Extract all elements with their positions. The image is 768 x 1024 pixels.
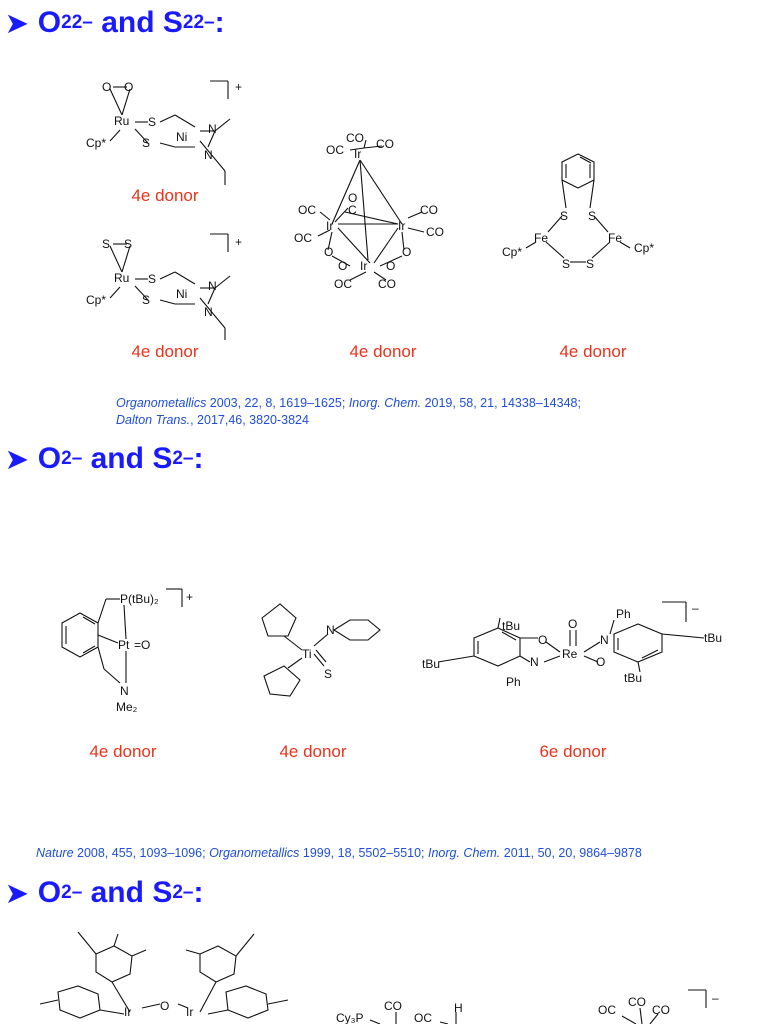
ref-journal: Organometallics [209,846,300,860]
atom-o: O [402,245,412,259]
atom-fe: Fe [534,231,549,245]
cy3p-label: Cy₃P [336,1011,364,1024]
donor-label: 6e donor [539,742,607,761]
oc-ligand: OC [294,231,312,245]
atom-s: S [586,257,595,271]
cp-star-label: Cp* [86,136,107,150]
atom-o: O [338,259,348,273]
atom-o: O [538,633,548,647]
colon: : [193,876,204,909]
arrow-bullet-icon: ➤ [6,877,28,908]
subscript: 2 [182,12,194,33]
superscript: 2– [61,882,83,903]
references-block-1 [116,395,676,429]
charge-plus: + [235,235,243,249]
donor-label: 4e donor [89,742,157,761]
tbu-label: tBu [704,631,723,645]
section-heading-o2-s2 [6,6,225,40]
atom-ir: Ir [124,1005,132,1019]
atom-o: O [568,617,578,631]
atom-o: O [324,245,334,259]
atom-h: H [454,1001,463,1015]
formula-s: S [152,442,173,475]
ref-citation: 2019, 58, 21, 14338–14348; [421,396,581,410]
donor-label: 4e donor [349,342,417,361]
atom-s: S [102,237,111,251]
subscript: 2 [61,12,72,33]
atom-pt: Pt [118,638,130,652]
cp-star-label: Cp* [86,293,107,307]
atom-ti: Ti [302,647,312,661]
atom-n: N [208,122,217,136]
formula-o: O [37,6,62,39]
section-heading-o-s [6,442,203,476]
atom-o: O [102,80,112,94]
atom-ru: Ru [114,271,130,285]
anionic-carbonyl-fragment [592,984,732,1024]
atom-s: S [142,136,151,150]
ph-label: Ph [616,607,631,621]
ref-citation: 2008, 455, 1093–1096; [73,846,210,860]
atom-n: N [204,148,213,162]
ru-o2-structure [80,75,260,185]
cp-star-label: Cp* [502,245,523,259]
atom-n: N [208,279,217,293]
ref-citation: 1999, 18, 5502–5510; [299,846,428,860]
tbu-label: tBu [502,619,521,633]
superscript: 2– [172,448,194,469]
atom-n: N [120,684,129,698]
co-ligand: CO [378,277,396,291]
formula-s: S [162,6,183,39]
donor-label: 4e donor [559,342,627,361]
donor-label: 4e donor [279,742,347,761]
ru-s2-structure [80,232,260,340]
superscript: 2– [71,12,93,33]
co-ligand: CO [652,1003,670,1017]
atom-o: O [386,259,396,273]
ref-citation: , 2017,46, 3820-3824 [190,413,309,427]
ref-journal: Nature [36,846,74,860]
co-ligand: CO [628,995,646,1009]
superscript: 2– [172,882,194,903]
formula-s: S [152,876,173,909]
atom-ni: Ni [176,130,188,144]
conjunction: and [101,6,155,39]
re-oxo-structure [418,600,738,692]
ref-journal: Dalton Trans. [116,413,191,427]
references-block-2 [36,845,756,862]
p-tbu2-label: P(tBu)₂ [120,592,159,606]
co-ligand: CO [376,137,394,151]
section-heading-o-s-2 [6,876,203,910]
superscript: 2– [61,448,83,469]
ir-oxo-bridged-structure [20,928,310,1024]
ref-journal: Inorg. Chem. [428,846,501,860]
conjunction: and [90,442,144,475]
charge-minus: – [692,601,699,615]
atom-n: N [600,633,609,647]
ref-journal: Inorg. Chem. [348,396,422,410]
atom-fe: Fe [608,231,623,245]
atom-o: O [160,999,170,1013]
donor-label: 4e donor [131,186,199,205]
atom-n: N [326,623,335,637]
ref-citation: 2003, 22, 8, 1619–1625; [206,396,349,410]
cp-star-label: Cp* [634,241,655,255]
atom-n: N [530,655,539,669]
superscript: 2– [193,12,215,33]
atom-s: S [142,293,151,307]
atom-ni: Ni [176,287,188,301]
pt-oxo-structure [36,585,211,720]
atom-o: O [124,80,134,94]
oc-ligand: OC [334,277,352,291]
co-ligand: CO [346,131,364,145]
ir-cluster-structure [290,128,460,296]
me2-label: Me₂ [116,700,138,714]
atom-s: S [148,272,157,286]
ph-label: Ph [506,675,521,689]
charge-plus: + [235,80,243,94]
tbu-label: tBu [422,657,441,671]
pt-oxo-bond: =O [134,638,151,652]
donor-label: 4e donor [131,342,199,361]
conjunction: and [90,876,144,909]
atom-n: N [204,305,213,319]
formula-o: O [37,442,62,475]
colon: : [193,442,204,475]
tbu-label: tBu [624,671,643,685]
formula-o: O [37,876,62,909]
colon: : [214,6,225,39]
oc-ligand: OC [298,203,316,217]
atom-ir: Ir [186,1005,194,1019]
co-ligand: CO [384,999,402,1013]
arrow-bullet-icon: ➤ [6,443,28,474]
ref-journal: Organometallics [116,396,207,410]
atom-ir: Ir [326,219,334,233]
atom-s: S [324,667,333,681]
cy3p-co-h-fragment [332,996,482,1024]
atom-c: C [348,203,357,217]
oc-ligand: OC [414,1011,432,1024]
ti-sulfido-structure [240,590,390,710]
atom-s: S [588,209,597,223]
oc-ligand: OC [598,1003,616,1017]
atom-ru: Ru [114,114,130,128]
charge-minus: – [712,991,719,1005]
arrow-bullet-icon: ➤ [6,7,28,38]
ref-citation: 2011, 50, 20, 9864–9878 [500,846,642,860]
atom-s: S [562,257,571,271]
co-ligand: CO [426,225,444,239]
atom-ir: Ir [398,219,406,233]
atom-ir: Ir [360,259,368,273]
atom-ir: Ir [354,147,362,161]
oc-ligand: OC [326,143,344,157]
atom-s: S [560,209,569,223]
atom-o: O [348,191,358,205]
atom-re: Re [562,647,578,661]
co-ligand: CO [420,203,438,217]
fe-s2-structure [500,148,670,273]
atom-o: O [596,655,606,669]
atom-s: S [124,237,133,251]
charge-plus: + [186,590,194,604]
atom-s: S [148,115,157,129]
